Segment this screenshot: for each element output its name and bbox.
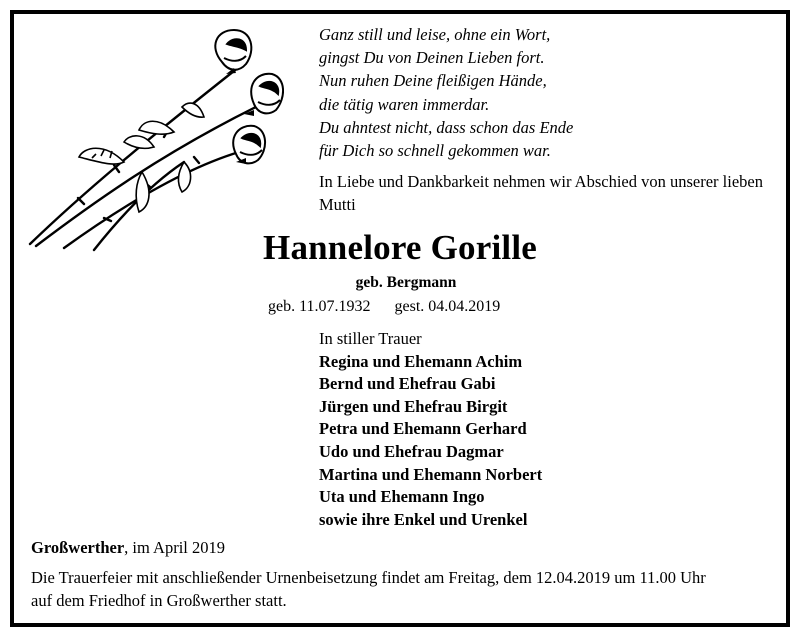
mourner-name: Udo und Ehefrau Dagmar: [319, 441, 504, 461]
birth-date: geb. 11.07.1932: [268, 298, 371, 315]
poem-line: Nun ruhen Deine fleißigen Hände,: [319, 71, 547, 91]
mourner-name: Uta und Ehemann Ingo: [319, 487, 485, 507]
life-dates: [268, 298, 500, 316]
poem-line: für Dich so schnell gekommen war.: [319, 140, 551, 160]
funeral-line: auf dem Friedhof in Großwerther statt.: [31, 590, 287, 610]
poem-line: die tätig waren immerdar.: [319, 94, 490, 114]
poem-line: Ganz still und leise, ohne ein Wort,: [319, 25, 551, 44]
mourner-name: Jürgen und Ehefrau Birgit: [319, 396, 508, 416]
poem: [319, 23, 573, 162]
mourner-name: Bernd und Ehefrau Gabi: [319, 374, 496, 394]
maiden-name: geb. Bergmann: [355, 274, 457, 291]
mourner-name: Martina und Ehemann Norbert: [319, 464, 543, 484]
roses-illustration-icon: [24, 22, 284, 252]
mourner-name: sowie ihre Enkel und Urenkel: [319, 509, 528, 529]
poem-line: Du ahntest nicht, dass schon das Ende: [319, 117, 574, 137]
mourners-list: [319, 328, 542, 531]
intro-text: In Liebe und Dankbarkeit nehmen wir Abschied von unserer lieben Mutti: [319, 172, 763, 214]
place-date-text: , im April 2019: [124, 538, 226, 557]
place-date: [31, 538, 225, 558]
mourner-name: Petra und Ehemann Gerhard: [319, 419, 527, 439]
death-date: gest. 04.04.2019: [394, 298, 501, 315]
mourner-name: Regina und Ehemann Achim: [319, 351, 523, 371]
funeral-info: [31, 567, 791, 612]
funeral-line: Die Trauerfeier mit anschließender Urnenbeisetzung findet am Freitag, dem 12.04.2019 um 11.00 Uhr: [31, 568, 706, 587]
deceased-name: Hannelore Gorille: [263, 228, 537, 267]
mourners-heading: In stiller Trauer: [319, 329, 422, 348]
place-town: Großwerther: [31, 538, 125, 557]
poem-line: gingst Du von Deinen Lieben fort.: [319, 48, 545, 68]
